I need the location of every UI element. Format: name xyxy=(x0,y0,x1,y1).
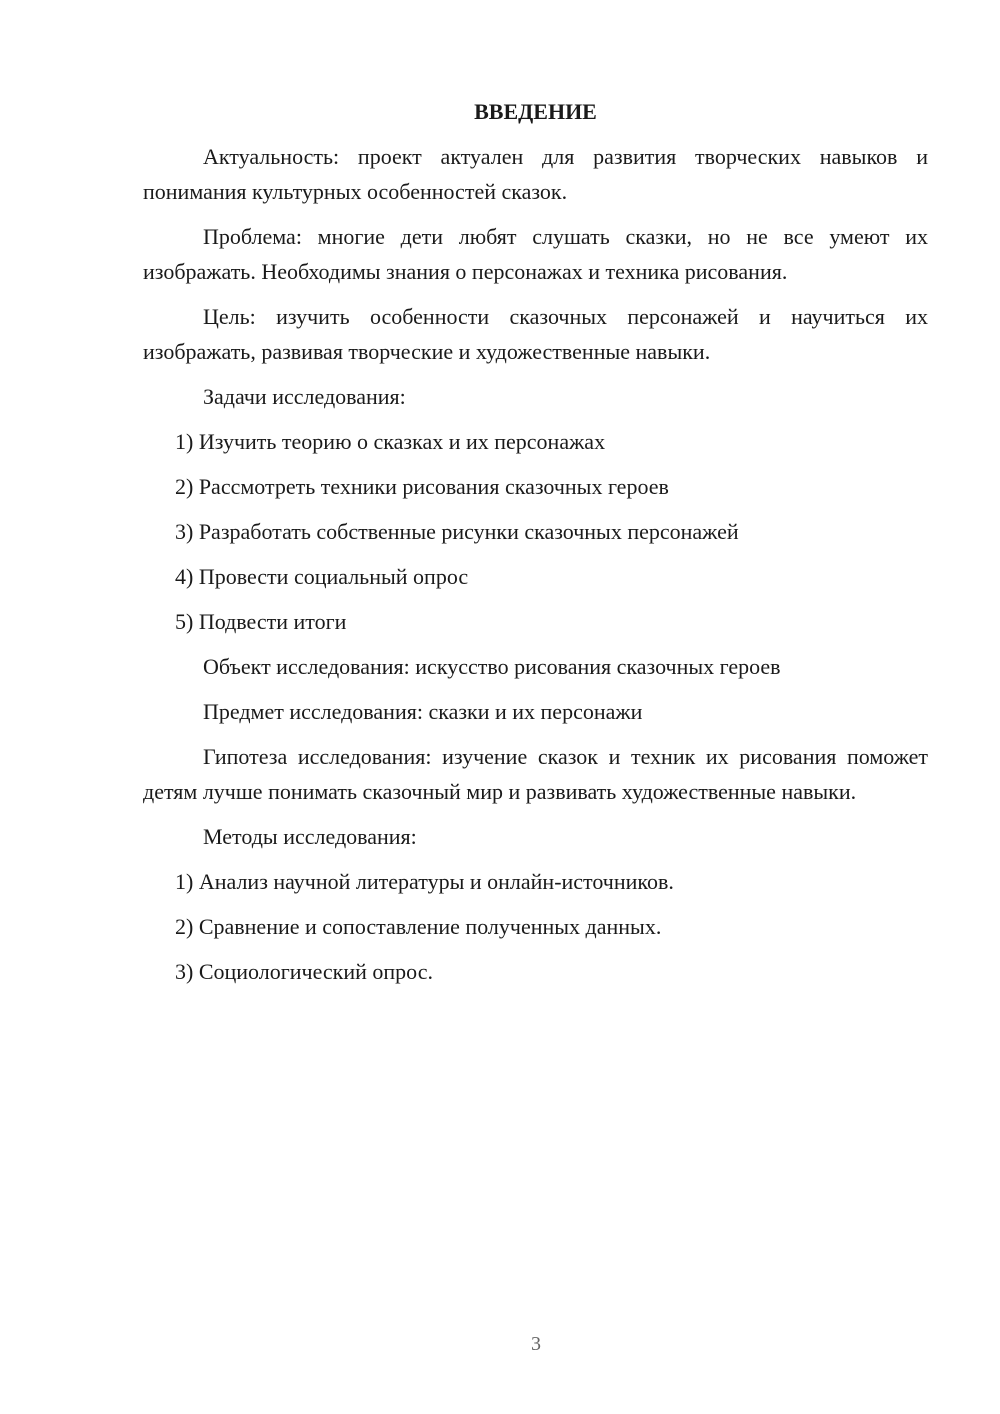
section-title: ВВЕДЕНИЕ xyxy=(474,99,597,124)
task-item: 3) Разработать собственные рисунки сказочных персонажей xyxy=(175,519,739,544)
method-item: 1) Анализ научной литературы и онлайн-источников. xyxy=(175,869,674,894)
method-item: 2) Сравнение и сопоставление полученных данных. xyxy=(175,914,662,939)
goal-paragraph: Цель: изучить особенности сказочных персонажей и научиться их изображать, развивая творческие и художественные навыки. xyxy=(143,304,928,364)
task-item: 4) Провести социальный опрос xyxy=(175,564,469,589)
task-item: 1) Изучить теорию о сказках и их персонажах xyxy=(175,429,606,454)
relevance-paragraph: Актуальность: проект актуален для развития творческих навыков и понимания культурных особенностей сказок. xyxy=(143,144,928,204)
task-item: 2) Рассмотреть техники рисования сказочных героев xyxy=(175,474,669,499)
object-paragraph: Объект исследования: искусство рисования сказочных героев xyxy=(203,654,781,679)
tasks-heading: Задачи исследования: xyxy=(203,384,406,409)
method-item: 3) Социологический опрос. xyxy=(175,959,433,984)
subject-paragraph: Предмет исследования: сказки и их персонажи xyxy=(203,699,643,724)
page-number: 3 xyxy=(531,1333,541,1355)
hypothesis-paragraph: Гипотеза исследования: изучение сказок и техник их рисования поможет детям лучше понимать сказочный мир и развивать художественные навыки. xyxy=(143,744,928,804)
methods-heading: Методы исследования: xyxy=(203,824,417,849)
page-content xyxy=(143,94,928,999)
problem-paragraph: Проблема: многие дети любят слушать сказки, но не все умеют их изображать. Необходимы знания о персонажах и техника рисования. xyxy=(143,224,928,284)
task-item: 5) Подвести итоги xyxy=(175,609,347,634)
